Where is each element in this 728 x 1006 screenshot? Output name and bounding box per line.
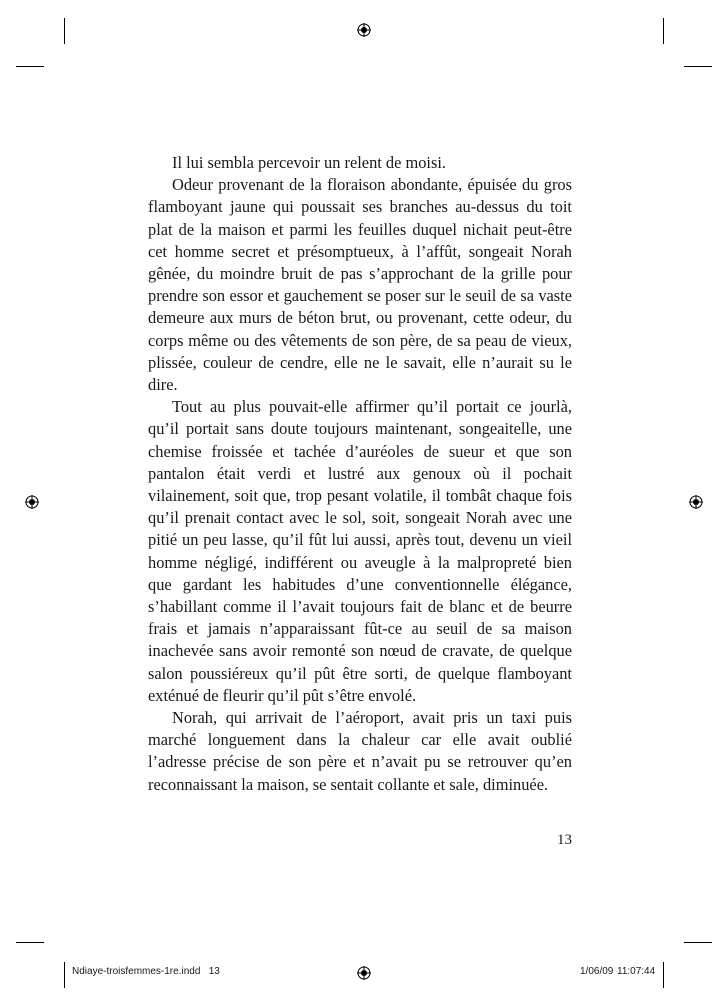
registration-mark-icon	[25, 495, 39, 509]
crop-mark	[16, 942, 44, 943]
page-number: 13	[557, 832, 572, 848]
registration-mark-icon	[689, 495, 703, 509]
paragraph: Odeur provenant de la floraison abondante, épuisée du gros flamboyant jaune qui poussait ses branches au-dessus du toit plat de la maison et parmi les feuilles duquel nichait peut-être cet homme secret et présomptueux, à l’affût, songeait Norah gênée, du moindre bruit de pas s’approchant de la grille pour prendre son essor et gauchement se poser sur le seuil de sa vaste demeure aux murs de béton brut, ou provenant, cette odeur, du corps même ou des vêtements de son père, de sa peau de vieux, plissée, couleur de cendre, elle ne le savait, elle n’aurait su le dire.	[148, 175, 572, 395]
crop-mark	[663, 18, 664, 44]
body-text	[148, 152, 572, 796]
crop-mark	[663, 962, 664, 988]
slug-time: 11:07:44	[617, 966, 656, 977]
paragraph: Il lui sembla percevoir un relent de moisi.	[172, 153, 447, 172]
crop-mark	[684, 66, 712, 67]
crop-mark	[64, 962, 65, 988]
paragraph: Tout au plus pouvait-elle affirmer qu’il portait ce jourlà, qu’il portait sans doute toujours maintenant, songeaitelle, une chemise froissée et tachée d’auréoles de sueur et que son pantalon était verdi et lustré aux genoux où il pochait vilainement, soit que, trop pesant volatile, il tombât chaque fois qu’il prenait contact avec le sol, soit, songeait Norah avec une pitié un peu lasse, qu’il fût lui aussi, après tout, devenu un vieil homme négligé, indifférent ou aveugle à la malpropreté bien que gardant les habitudes d’une conventionnelle élégance, s’habillant comme il l’avait toujours fait de blanc et de beurre frais et jamais n’apparaissant fût-ce au seuil de sa maison inachevée sans avoir remonté son nœud de cravate, de quelque salon poussiéreux qu’il pût être sorti, de quelque flamboyant exténué de fleurir qu’il pût s’être envolé.	[148, 397, 572, 705]
crop-mark	[684, 942, 712, 943]
registration-mark-icon	[357, 966, 371, 980]
slug-date: 1/06/09	[580, 966, 614, 977]
crop-mark	[64, 18, 65, 44]
registration-mark-icon	[357, 23, 371, 37]
crop-mark	[16, 66, 44, 67]
slug-filename: Ndiaye-troisfemmes-1re.indd 13	[72, 966, 220, 977]
paragraph: Norah, qui arrivait de l’aéroport, avait pris un taxi puis marché longuement dans la chaleur car elle avait oublié l’adresse précise de son père et n’avait pu se retrouver qu’en reconnaissant la maison, se sentait collante et sale, diminuée.	[148, 708, 572, 794]
